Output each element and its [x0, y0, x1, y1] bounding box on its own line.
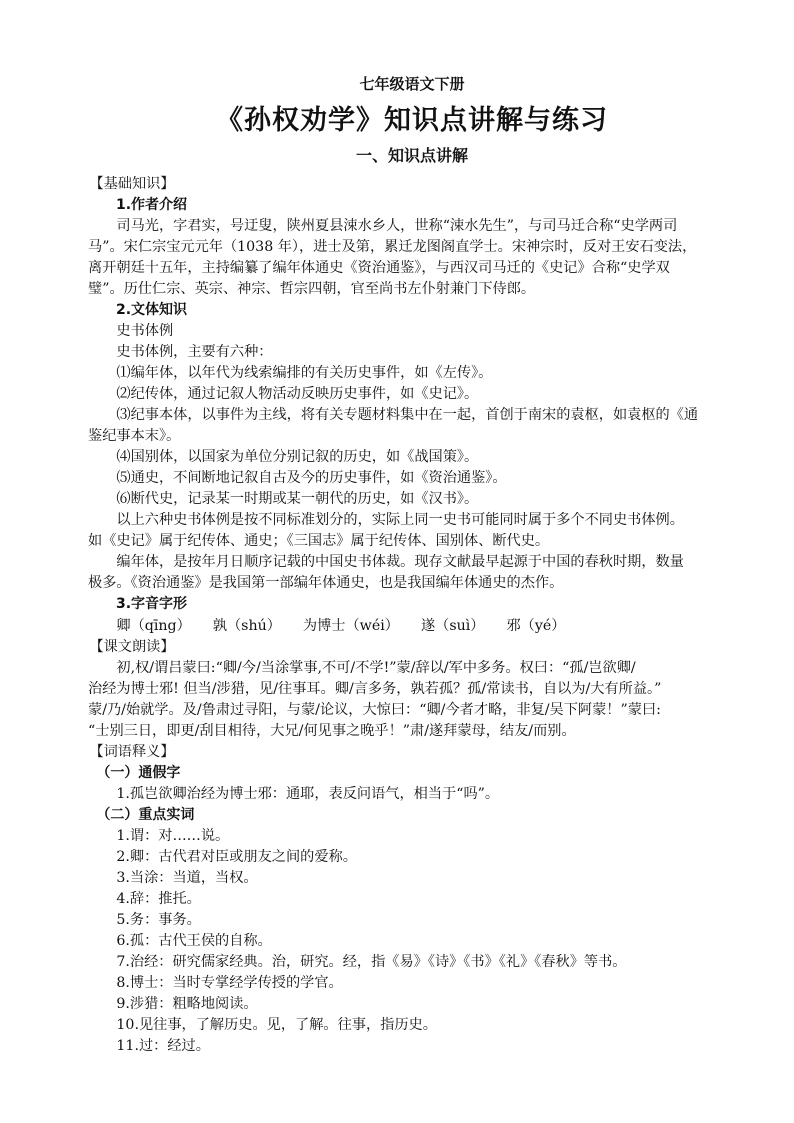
reading-tag: 【课文朗读】: [89, 639, 175, 655]
shici-item: 2.卿：古代君对臣或朋友之间的爱称。: [116, 849, 357, 865]
vocab-tag: 【词语释义】: [89, 744, 175, 760]
author-line: 司马光，字君实，号迂叟，陕州夏县涑水乡人，世称“涑水先生”，与司马迁合称“史学两司: [116, 218, 678, 234]
reading-line: 蒙/乃/始就学。及/鲁肃过寻阳，与蒙/论议，大惊曰：“卿/今者才略，非复/吴下阿蒙！”蒙曰:: [88, 702, 661, 718]
author-heading: 1.作者介绍: [116, 197, 188, 213]
genre-item: ⑷国别体，以国家为单位分别记叙的历史，如《战国策》。: [116, 449, 479, 465]
shici-item: 11.过：经过。: [116, 1038, 210, 1054]
reading-line: 初,权/谓吕蒙曰:“卿/今/当涂掌事,不可/不学!”蒙/辞以/军中多务。权曰：“孤/岂欲卿/: [116, 660, 636, 676]
tongjia-item: 1.孤岂欲卿治经为博士邪：通耶，表反问语气，相当于“吗”。: [116, 786, 500, 802]
shici-item: 5.务：事务。: [116, 912, 201, 928]
genre-paragraph: 编年体，是按年月日顺序记载的中国史书体裁。现存文献最早起源于中国的春秋时期，数量: [116, 554, 684, 570]
genre-item: ⑵纪传体，通过记叙人物活动反映历史事件，如《史记》。: [116, 386, 479, 402]
shici-item: 4.辞：推托。: [116, 891, 201, 907]
genre-item: 鉴纪事本末》。: [88, 428, 181, 444]
reading-line: 治经为博士邪! 但当/涉猎，见/往事耳。卿/言多务，孰若孤？孤/常读书，自以为/大有所益。”: [88, 681, 662, 697]
grade-label: 七年级语文下册: [359, 75, 465, 93]
section-title: 一、知识点讲解: [355, 146, 468, 165]
page-title: 《孙权劝学》知识点讲解与练习: [216, 105, 608, 136]
pronunciation-item: 为博士（wéi）: [302, 618, 399, 634]
author-line: 璧”。历仕仁宗、英宗、神宗、哲宗四朝，官至尚书左仆射兼门下侍郎。: [88, 281, 536, 297]
genre-summary: 史书体例，主要有六种：: [116, 344, 273, 360]
author-line: 马”。宋仁宗宝元元年（1038 年），进士及第，累迁龙图阁直学士。宋神宗时，反对王安石变法，: [88, 239, 697, 255]
genre-item: ⑴编年体，以年代为线索编排的有关历史事件，如《左传》。: [116, 365, 493, 381]
shici-item: 1.谓：对……说。: [116, 828, 230, 844]
document-header: [88, 72, 736, 168]
shici-heading: （二）重点实词: [96, 807, 195, 823]
genre-heading: 2.文体知识: [116, 302, 188, 318]
genre-intro: 史书体例: [116, 323, 174, 339]
genre-item: ⑸通史，不间断地记叙自古及今的历史事件，如《资治通鉴》。: [116, 470, 507, 486]
pronunciation-item: 遂（suì）: [420, 618, 485, 634]
reading-line: “士别三日，即更/刮目相待，大兄/何见事之晚乎！”肃/遂拜蒙母，结友/而别。: [88, 723, 576, 739]
pronunciation-list: [88, 615, 736, 637]
shici-item: 3.当涂：当道，当权。: [116, 870, 258, 886]
genre-item: ⑹断代史，记录某一时期或某一朝代的历史，如《汉书》。: [116, 491, 479, 507]
pronunciation-item: 卿（qīng）: [116, 618, 191, 634]
genre-paragraph: 如《史记》属于纪传体、通史；《三国志》属于纪传体、国别体、断代史。: [88, 533, 550, 549]
pronunciation-heading: 3.字音字形: [116, 596, 188, 612]
genre-paragraph: 以上六种史书体例是按不同标准划分的，实际上同一史书可能同时属于多个不同史书体例。: [116, 512, 684, 528]
pronunciation-item: 孰（shú）: [212, 618, 281, 634]
genre-paragraph: 极多。《资治通鉴》是我国第一部编年体通史，也是我国编年体通史的杰作。: [88, 575, 564, 591]
document-page: [88, 72, 736, 1057]
genre-item: ⑶纪事本体，以事件为主线，将有关专题材料集中在一起，首创于南宋的袁枢，如袁枢的《通: [116, 407, 699, 423]
author-line: 离开朝廷十五年，主持编纂了编年体通史《资治通鉴》，与西汉司马迁的《史记》合称“史学双: [88, 260, 670, 276]
shici-item: 10.见往事，了解历史。见，了解。往事，指历史。: [116, 1017, 437, 1033]
shici-item: 6.孤：古代王侯的自称。: [116, 933, 272, 949]
shici-item: 7.治经：研究儒家经典。治，研究。经，指《易》《诗》《书》《礼》《春秋》等书。: [116, 954, 627, 970]
shici-item: 8.博士：当时专掌经学传授的学官。: [116, 975, 343, 991]
shici-item: 9.涉猎：粗略地阅读。: [116, 996, 258, 1012]
pronunciation-item: 邪（yé）: [506, 618, 566, 634]
tongjia-heading: （一）通假字: [96, 765, 181, 781]
basic-knowledge-tag: 【基础知识】: [89, 176, 175, 192]
